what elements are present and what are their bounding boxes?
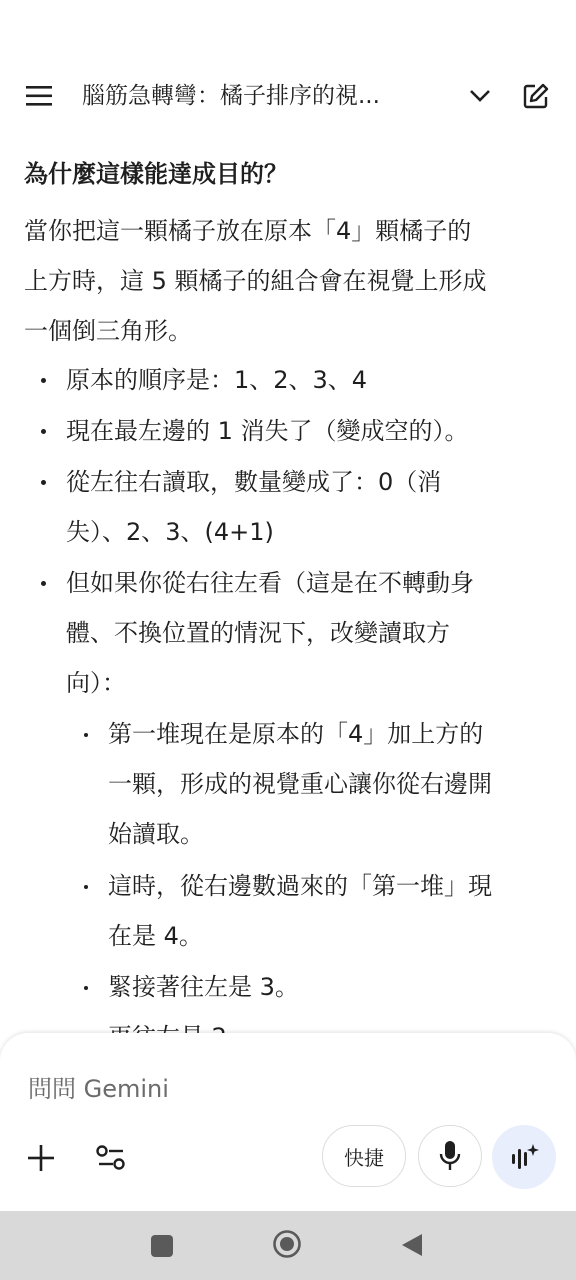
bullet-dot xyxy=(41,480,46,485)
tools-icon xyxy=(95,1144,127,1172)
paragraph-line: 當你把這一顆橘子放在原本「4」顆橘子的 xyxy=(24,217,472,245)
quick-button[interactable] xyxy=(322,1125,406,1187)
list-item xyxy=(66,558,474,708)
bullet-dot xyxy=(41,429,46,434)
sub-bullet-dot xyxy=(84,885,88,889)
edit-icon xyxy=(522,82,550,110)
bullet-dot xyxy=(41,581,46,586)
paragraph-line: 一個倒三角形。 xyxy=(24,317,192,345)
back-button[interactable] xyxy=(400,1232,424,1258)
sub-bullet-dot xyxy=(84,986,88,990)
conversation-dropdown-button[interactable] xyxy=(460,76,500,116)
mic-icon xyxy=(439,1140,461,1172)
list-item-line: 在是 4。 xyxy=(108,922,203,950)
conversation-title[interactable]: 腦筋急轉彎：橘子排序的視... xyxy=(82,83,380,109)
list-item-line: 向）： xyxy=(66,669,126,697)
list-item-line: 緊接著往左是 3。 xyxy=(108,973,299,1001)
list-item-line: 失）、2、3、(4+1) xyxy=(66,518,274,546)
list-item-line: 這時，從右邊數過來的「第一堆」現 xyxy=(108,872,492,900)
paragraph-line: 上方時，這 5 顆橘子的組合會在視覺上形成 xyxy=(24,267,487,295)
live-mode-button[interactable] xyxy=(492,1125,556,1189)
prompt-composer xyxy=(0,1033,576,1211)
list-item-line: 第一堆現在是原本的「4」加上方的 xyxy=(108,720,484,748)
list-item-line: 體、不換位置的情況下，改變讀取方 xyxy=(66,619,450,647)
response-content xyxy=(0,150,576,1035)
chevron-down-icon xyxy=(469,89,491,103)
sub-list-item xyxy=(108,962,299,1012)
paragraph xyxy=(24,206,554,356)
list-item xyxy=(66,355,367,405)
section-heading: 為什麼這樣能達成目的？ xyxy=(24,160,288,188)
sub-bullet-dot xyxy=(84,733,88,737)
list-item xyxy=(66,457,441,557)
add-attachment-button[interactable] xyxy=(20,1137,62,1179)
list-item xyxy=(66,406,469,456)
list-item-line: 一顆，形成的視覺重心讓你從右邊開 xyxy=(108,770,492,798)
top-app-bar xyxy=(0,70,576,122)
new-chat-button[interactable] xyxy=(516,76,556,116)
plus-icon xyxy=(27,1144,55,1172)
menu-button[interactable] xyxy=(20,76,60,116)
sub-list-item xyxy=(108,861,492,961)
recents-button[interactable] xyxy=(151,1235,173,1257)
list-item-line: 原本的順序是：1、2、3、4 xyxy=(66,366,368,394)
list-item-line: 從左往右讀取，數量變成了：0（消 xyxy=(66,468,442,496)
prompt-input[interactable]: 問問 Gemini xyxy=(28,1075,169,1103)
list-item-line: 始讀取。 xyxy=(108,820,204,848)
system-navigation-bar xyxy=(0,1211,576,1280)
home-button[interactable] xyxy=(272,1229,302,1259)
tools-button[interactable] xyxy=(90,1137,132,1179)
live-icon xyxy=(509,1142,539,1172)
list-item-line: 現在最左邊的 1 消失了（變成空的）。 xyxy=(66,417,469,445)
bullet-dot xyxy=(41,378,46,383)
menu-icon xyxy=(26,85,54,107)
sub-list-item xyxy=(108,709,492,859)
list-item-line: 但如果你從右往左看（這是在不轉動身 xyxy=(66,569,474,597)
quick-button-label: 快捷 xyxy=(344,1145,384,1170)
voice-input-button[interactable] xyxy=(418,1125,482,1187)
